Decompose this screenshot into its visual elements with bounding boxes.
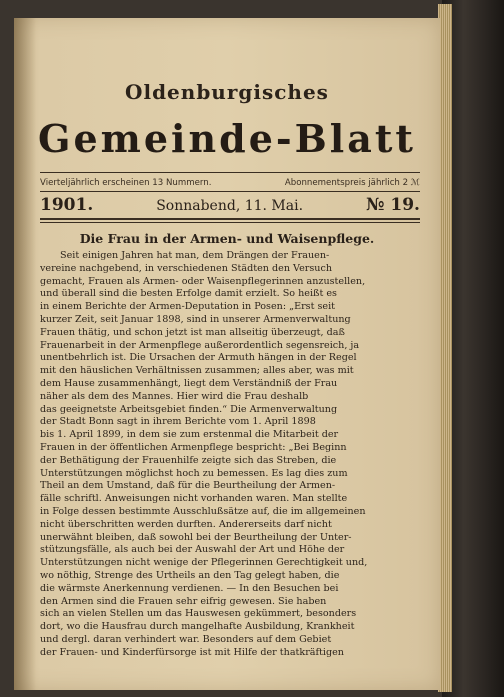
article-line: der Stadt Bonn sagt in ihrem Berichte vom 1. April 1898 [40,416,316,428]
article-line: in einem Berichte der Armen-Deputation in Posen: „Erst seit [40,301,336,313]
article-line: vereine nachgebend, in verschiedenen Städten den Versuch [40,262,333,274]
article-line: Unterstützungen nicht wenige der Pflegerinnen Gerechtigkeit und, [40,557,368,569]
issue-number: № 19. [366,195,420,215]
article-headline: Die Frau in der Armen- und Waisenpflege. [79,231,375,246]
article-line: der Bethätigung der Frauenhilfe zeigte sich das Streben, die [40,454,337,466]
article-line: Frauen in der öffentlichen Armenpflege bespricht: „Bei Beginn [40,441,347,453]
divider-mid [40,191,420,192]
page-stack-edge [438,4,452,692]
article-line: unentbehrlich ist. Die Ursachen der Armuth hängen in der Regel [40,352,357,364]
article-line: Unterstützungen möglichst hoch zu bemessen. Es lag dies zum [40,467,348,479]
article-line: und überall sind die besten Erfolge damit erzielt. So heißt es [40,288,337,300]
article-line: bis 1. April 1899, in dem sie zum erstenmal die Mitarbeit der [40,429,339,441]
article-line: sich an vielen Stellen um das Hauswesen gekümmert, besonders [40,608,357,620]
article-line: fälle schriftl. Anweisungen nicht vorhanden waren. Man stellte [40,493,348,505]
divider-top [40,172,420,173]
article-line: mit den häuslichen Verhältnissen zusammen; alles aber, was mit [40,365,354,377]
article-line: das geeignetste Arbeitsgebiet finden.“ Die Armenverwaltung [40,403,338,415]
article-line: dem Hause zusammenhängt, liegt dem Verständniß der Frau [40,377,338,389]
article-body [40,250,420,660]
article-line: näher als dem des Mannes. Hier wird die Frau deshalb [40,390,309,402]
divider-bottom-thick [40,218,420,220]
article-line: Seit einigen Jahren hat man, dem Drängen der Frauen- [60,250,330,261]
dateline [40,195,420,215]
article-line: stützungsfälle, als auch bei der Auswahl der Art und Höhe der [40,544,345,556]
article-line: wo nöthig, Strenge des Urtheils an den Tag gelegt haben, die [40,569,340,581]
article-line: gemacht, Frauen als Armen- oder Waisenpflegerinnen anzustellen, [40,275,366,287]
article-line: die wärmste Anerkennung verdienen. — In den Besuchen bei [40,582,339,594]
article-line: Frauenarbeit in der Armenpflege außerordentlich segensreich, ja [40,339,360,351]
year: 1901. [40,195,94,215]
issue-date: Sonnabend, 11. Mai. [156,198,304,214]
article-line: Frauen thätig, und schon jetzt ist man allseitig überzeugt, daß [40,326,345,338]
subscription-price: Abonnementspreis jährlich 2 ℳ [284,178,420,188]
newspaper-page [14,18,440,690]
article-line: unerwähnt bleiben, daß sowohl bei der Beurtheilung der Unter- [40,531,352,543]
issue-frequency: Vierteljährlich erscheinen 13 Nummern. [40,178,212,188]
divider-bottom-thin [40,222,420,223]
article-line: in Folge dessen bestimmte Ausschlußsätze auf, die im allgemeinen [40,505,366,517]
subscription-line [40,178,420,188]
article-line: der Frauen- und Kinderfürsorge ist mit Hilfe der thatkräftigen [40,646,344,658]
article-line: dort, wo die Hausfrau durch mangelhafte Ausbildung, Krankheit [40,621,355,633]
article-line: Theil an dem Umstand, daß für die Beurtheilung der Armen- [40,480,336,492]
article-line: den Armen sind die Frauen sehr eifrig gewesen. Sie haben [40,595,327,607]
masthead-title: Gemeinde-Blatt [38,116,416,161]
article-line: und dergl. daran verhindert war. Besonders auf dem Gebiet [40,633,332,645]
masthead-small-title: Oldenburgisches [125,80,329,104]
article-line: nicht überschritten werden durften. Andererseits darf nicht [40,518,332,530]
article-line: kurzer Zeit, seit Januar 1898, sind in unserer Armenverwaltung [40,313,351,325]
